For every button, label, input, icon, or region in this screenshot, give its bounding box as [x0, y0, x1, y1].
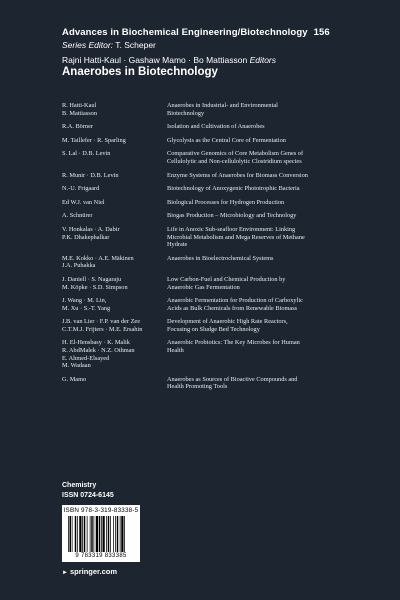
isbn-number: ISBN 978-3-319-83338-5 — [63, 507, 139, 514]
chapter-entry — [62, 226, 372, 249]
chapter-entry — [62, 318, 372, 333]
chapter-entry — [62, 276, 372, 291]
chapter-title: Anaerobic Fermentation for Production of Carboxylic Acids as Bulk Chemicals from Renewable Biomass — [167, 297, 303, 312]
series-title-line — [62, 27, 330, 38]
chapter-title: Development of Anaerobic High Rate Reactors, Focusing on Sludge Bed Technology — [167, 318, 288, 333]
chapter-authors: M.E. Kokko · A.E. Mäkinen J.A. Puhakka — [62, 254, 134, 270]
chapter-title: Low Carbon-Fuel and Chemical Production by Anaerobic Gas Fermentation — [167, 275, 286, 291]
chapter-authors: R.A. Börner — [62, 123, 93, 131]
chapter-authors: J. Daniell · S. Nagaraju M. Köpke · S.D. Simpson — [62, 275, 128, 291]
chapter-entry — [62, 102, 372, 117]
chapter-authors: N.-U. Frigaard — [62, 185, 100, 193]
chapter-title: Biological Processes for Hydrogen Production — [167, 198, 285, 206]
chapter-title: Anaerobes in Industrial- and Environmental Biotechnology — [167, 102, 278, 117]
chapter-title: Anaerobes as Sources of Bioactive Compounds and Health Promoting Tools — [167, 375, 298, 391]
barcode-digits: 9 783319 833385 — [75, 553, 127, 559]
chapter-list — [62, 102, 372, 397]
series-name: Advances in Biochemical Engineering/Biotechnology — [62, 27, 308, 38]
chapter-title: Biotechnology of Anoxygenic Phototrophic Bacteria — [167, 185, 300, 193]
publisher-website — [62, 567, 117, 576]
book-title: Anaerobes in Biotechnology — [62, 66, 218, 78]
chapter-authors: R. Munir · D.B. Levin — [62, 171, 119, 179]
chapter-authors: R. Hatti-Kaul B. Mattiasson — [62, 102, 97, 117]
chapter-authors: G. Mamo — [62, 375, 87, 383]
chapter-entry — [62, 376, 372, 391]
barcode-box — [62, 505, 140, 562]
chapter-authors: J. Wang · M. Lin, M. Xu · S.-T. Yang — [62, 297, 111, 312]
chapter-title: Glycolysis as the Central Core of Fermentation — [167, 136, 286, 144]
chapter-entry — [62, 255, 372, 270]
chapter-entry — [62, 123, 372, 131]
series-editor-label: Series Editor: — [62, 40, 114, 50]
volume-editors-names: Rajni Hatti-Kaul · Gashaw Mamo · Bo Mattiasson — [62, 55, 248, 65]
chapter-authors: M. Taillefer · R. Sparling — [62, 136, 126, 144]
chapter-title: Anaerobic Probiotics: The Key Microbes for Human Health — [167, 339, 300, 355]
chapter-authors: S. Lal · D.B. Levin — [62, 150, 111, 158]
publisher-website-label: springer.com — [69, 567, 118, 576]
chapter-entry — [62, 150, 372, 165]
chapter-authors: A. Schnürer — [62, 212, 93, 220]
series-volume: 156 — [313, 27, 330, 38]
subject-category: Chemistry — [62, 482, 97, 489]
chapter-authors: Ed W.J. van Niel — [62, 198, 105, 206]
chapter-title: Anaerobes in Bioelectrochemical Systems — [167, 254, 274, 262]
volume-editors-line — [62, 55, 276, 65]
chapter-entry — [62, 212, 372, 220]
chapter-entry — [62, 185, 372, 193]
chapter-authors: H. El-Hensbasy · K. Malik R. AbdMalek · N.Z. Othman E. Ahmed-Elsayed M. Wadaan — [62, 339, 135, 370]
series-editor-line — [62, 40, 156, 50]
chapter-entry — [62, 137, 372, 145]
chapter-title: Isolation and Cultivation of Anaerobes — [167, 123, 265, 131]
chapter-entry — [62, 199, 372, 207]
issn-number: ISSN 0724-6145 — [62, 492, 114, 499]
chapter-authors: J.B. van Lier · F.P. van der Zee C.T.M.J. Frijters · M.E. Ersahin — [62, 318, 143, 333]
chapter-title: Enzyme Systems of Anaerobes for Biomass Conversion — [167, 171, 308, 179]
chapter-title: Biogas Production – Microbiology and Technology — [167, 212, 297, 220]
chapter-title: Comparative Genomics of Core Metabolism Genes of Cellulolytic and Non-cellulolytic Clostridium species — [167, 150, 304, 165]
volume-editors-label: Editors — [249, 55, 277, 65]
chapter-title: Life in Anoxic Sub-seafloor Environment: Linking Microbial Metabolism and Mega Reserves of Methane Hydrate — [167, 225, 305, 249]
chapter-entry — [62, 339, 372, 369]
arrow-icon: ► — [62, 570, 68, 576]
chapter-entry — [62, 172, 372, 180]
chapter-authors: V. Honkalas · A. Dabir P.K. Dhakephalkar — [62, 225, 120, 241]
series-editor-name: T. Scheper — [115, 40, 156, 50]
chapter-entry — [62, 297, 372, 312]
